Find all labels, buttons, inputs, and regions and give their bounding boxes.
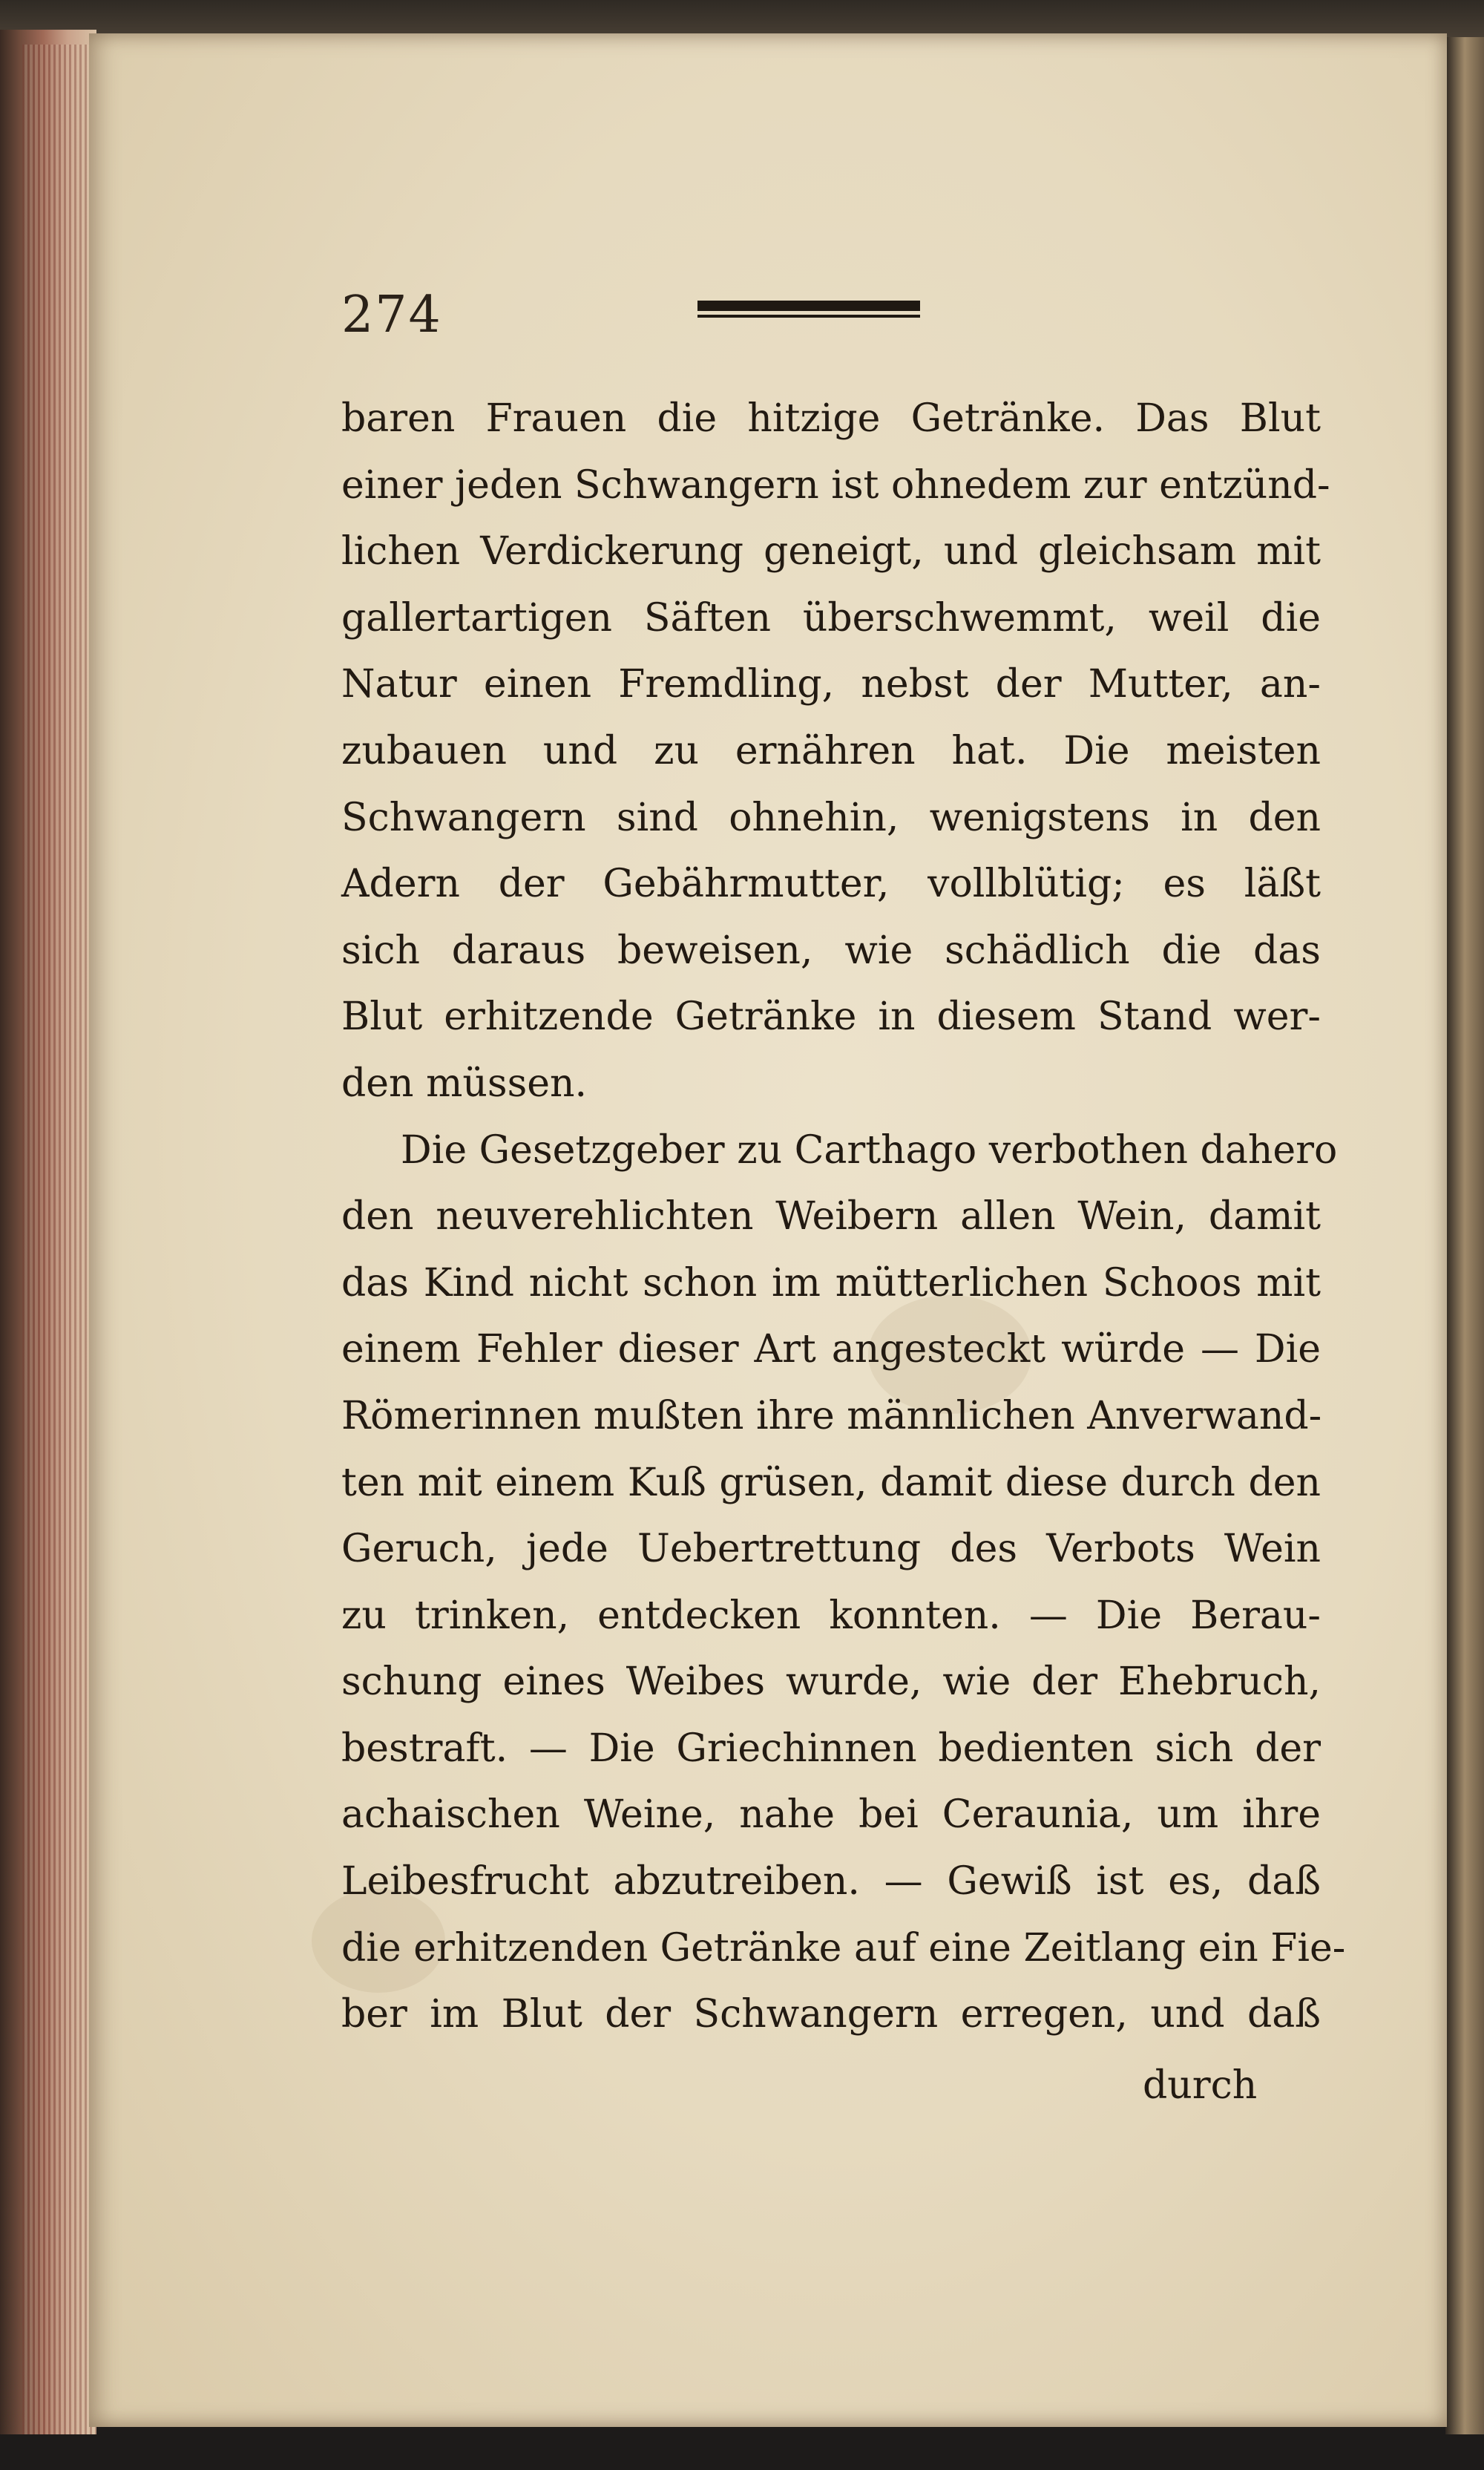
text-line: Natur einen Fremdling, nebst der Mutter, an- [341, 662, 1321, 707]
text-line: Schwangern sind ohnehin, wenigstens in den [341, 795, 1321, 840]
text-line: gallertartigen Säften überschwemmt, weil die [341, 595, 1321, 641]
text-line: lichen Verdickerung geneigt, und gleichsam mit [341, 529, 1321, 574]
page-header [341, 286, 1321, 345]
text-line: einem Fehler dieser Art angesteckt würde — Die [341, 1327, 1321, 1372]
text-line: schung eines Weibes wurde, wie der Ehebruch, [341, 1660, 1321, 1705]
catchword: durch [1143, 2063, 1258, 2108]
text-line: Geruch, jede Uebertrettung des Verbots Wein [341, 1527, 1321, 1572]
text-line: die erhitzenden Getränke auf eine Zeitlang ein Fie- [341, 1925, 1346, 1971]
text-line: Adern der Gebährmutter, vollblütig; es läßt [341, 862, 1321, 907]
text-line: bestraft. — Die Griechinnen bedienten sich der [341, 1726, 1321, 1771]
text-line: achaischen Weine, nahe bei Ceraunia, um ihre [341, 1792, 1321, 1838]
text-line: einer jeden Schwangern ist ohnedem zur entzünd- [341, 462, 1330, 508]
header-rule [697, 301, 920, 318]
text-line: sich daraus beweisen, wie schädlich die das [341, 928, 1321, 973]
page-edge-strips [22, 45, 96, 2434]
text-line: den müssen. [341, 1061, 588, 1106]
body-text [341, 386, 1346, 2048]
text-line: das Kind nicht schon im mütterlichen Schoos mit [341, 1260, 1321, 1306]
text-line: zubauen und zu ernähren hat. Die meisten [341, 728, 1321, 773]
book-right-edge [1445, 37, 1484, 2434]
text-line: Leibesfrucht abzutreiben. — Gewiß ist es, daß [341, 1859, 1321, 1904]
text-line: den neuverehlichten Weibern allen Wein, damit [341, 1194, 1321, 1239]
text-line: baren Frauen die hitzige Getränke. Das Blut [341, 396, 1321, 441]
text-line: Die Gesetzgeber zu Carthago verbothen dahero [401, 1127, 1338, 1173]
text-line: Blut erhitzende Getränke in diesem Stand wer- [341, 995, 1321, 1040]
text-line: ber im Blut der Schwangern erregen, und daß [341, 1992, 1321, 2037]
text-line: ten mit einem Kuß grüsen, damit diese durch den [341, 1460, 1321, 1505]
page-number: 274 [341, 286, 442, 344]
text-line: zu trinken, entdecken konnten. — Die Berau- [341, 1593, 1321, 1638]
text-line: Römerinnen mußten ihre männlichen Anverwand- [341, 1393, 1322, 1438]
